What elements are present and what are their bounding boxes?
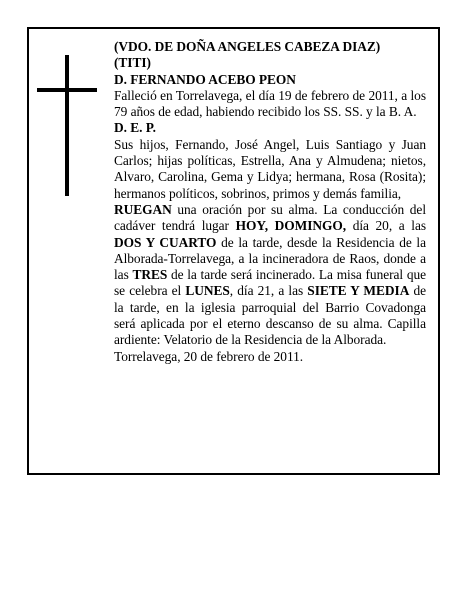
cremation-time: TRES: [132, 267, 168, 283]
mass-time: SIETE Y MEDIA: [307, 283, 410, 299]
request-verb: RUEGAN: [114, 201, 172, 217]
mass-day: LUNES: [185, 283, 230, 299]
funeral-day: HOY, DOMINGO,: [235, 218, 347, 234]
funeral-details: RUEGAN una oración por su alma. La conducción del cadáver tendrá lugar HOY, DOMINGO, día 20, a las DOS Y CUARTO de la tarde, desde la Residencia de la Alborada-Torrelavega, a la incineradora de Raos, donde a las TRES de la tarde será incinerado. La misa funeral que se celebra el LUNES, día 21, a las SIETE Y MEDIA de la tarde, en la iglesia parroquial del Barrio Covadonga será aplicada por el eterno descanso de su alma. Capilla ardiente: Velatorio de la Residencia de la Alborada.: [114, 201, 427, 348]
death-details: Falleció en Torrelavega, el día 19 de febrero de 2011, a los 79 años de edad, habiendo recibido los SS. SS. y la B. A.: [114, 87, 426, 120]
funeral-time: DOS Y CUARTO: [114, 234, 217, 250]
obituary-text: [114, 39, 426, 365]
nickname: (TITI): [114, 55, 151, 71]
rip-label: D. E. P.: [114, 120, 156, 136]
cross-icon-bar: [37, 88, 97, 92]
closing-line: Torrelavega, 20 de febrero de 2011.: [114, 348, 304, 364]
deceased-name: D. FERNANDO ACEBO PEON: [114, 71, 296, 87]
cross-icon: [65, 55, 69, 196]
widow-header: (VDO. DE DOÑA ANGELES CABEZA DIAZ): [114, 39, 381, 54]
family-list: Sus hijos, Fernando, José Angel, Luis Santiago y Juan Carlos; hijas políticas, Estrella, Ana y Almudena; nietos, Alvaro, Carolina, Gema y Lidya; hermana, Rosa (Rosita); hermanos políticos, sobrinos, primos y demás familia,: [114, 136, 426, 201]
